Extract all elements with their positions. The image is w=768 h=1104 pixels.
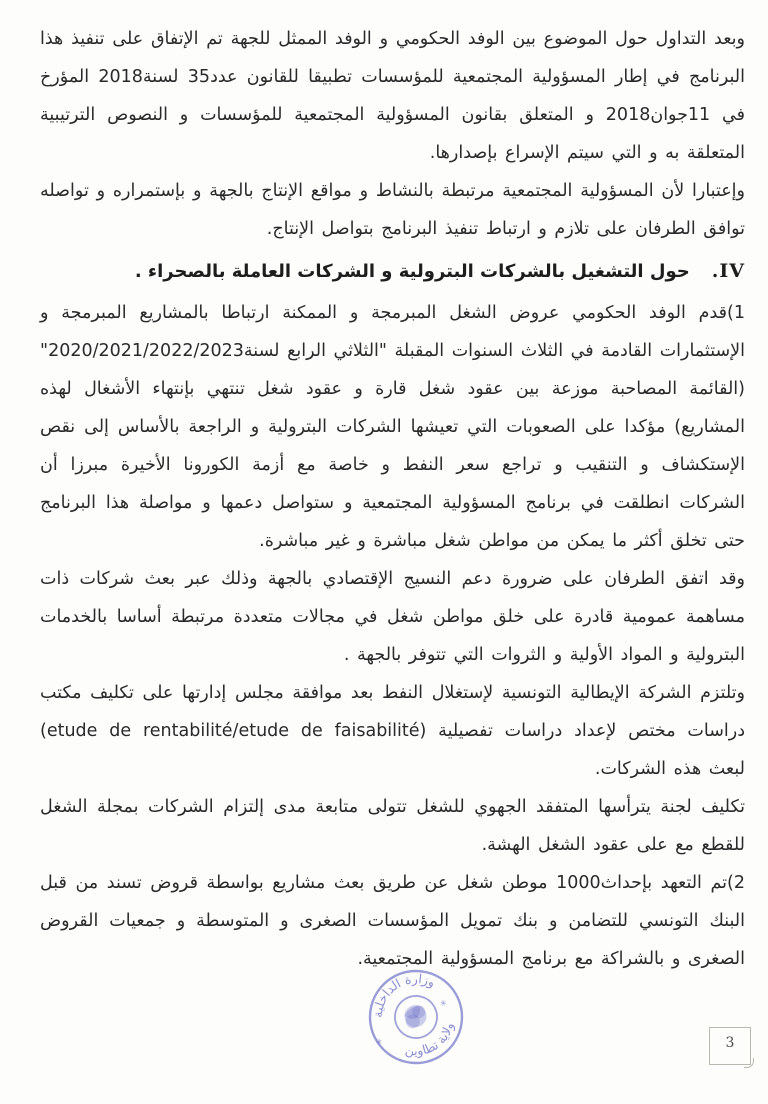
- paragraph: 1)قدم الوفد الحكومي عروض الشغل المبرمجة و الممكنة ارتباطا بالمشاريع المبرمجة و الإستثمارات القادمة في الثلاث السنوات المقبلة "الثلاثي الرابع لسنة2020/2021/2022/2023"(القائمة المصاحبة موزعة بين عقود شغل قارة و عقود شغل تنتهي بإنتهاء الأشغال لهذه المشاريع) مؤكدا على الصعوبات التي تعيشها الشركات البترولية و الراجعة بالأساس إلى نقص الإستكشاف و التنقيب و تراجع سعر النفط و خاصة مع أزمة الكورونا الأخيرة مبرزا أن الشركات انطلقت في برنامج المسؤولية المجتمعية و ستواصل دعمها و مواصلة هذا البرنامج حتى تخلق أكثر ما يمكن من مواطن شغل مباشرة و غير مباشرة.: [40, 303, 745, 551]
- svg-text:ولاية تطاوين: [398, 1015, 464, 1069]
- paragraph: وقد اتفق الطرفان على ضرورة دعم النسيج الإقتصادي بالجهة وذلك عبر بعث شركات ذات مساهمة عمومية قادرة على خلق مواطن شغل في مجالات متعددة مرتبطة أساسا بالخدمات البترولية و المواد الأولية و الثروات التي تتوفر بالجهة .: [40, 569, 745, 665]
- paragraph: وتلتزم الشركة الإيطالية التونسية لإستغلال النفط بعد موافقة مجلس إدارتها على تكليف مكتب دراسات مختص لإعداد دراسات تفصيلية (etude de rentabilité/etude de faisabilité) لبعث هذه الشركات.: [40, 683, 745, 779]
- stamp-emblem-icon: [400, 1001, 431, 1032]
- section-numeral: IV.: [711, 260, 745, 282]
- page-number-box: [709, 1027, 751, 1065]
- stamp-bottom-text: ولاية تطاوين: [404, 1020, 457, 1059]
- paragraph: 2)تم التعهد بإحداث1000 موطن شغل عن طريق بعث مشاريع بواسطة قروض تسند من قبل البنك التونسي للتضامن و بنك تمويل المؤسسات الصغرى و المتوسطة و جمعيات القروض الصغرى و بالشراكة مع برنامج المسؤولية المجتمعية.: [40, 873, 745, 969]
- stamp-star-icon: ✳: [438, 997, 449, 1009]
- paragraph: وإعتبارا لأن المسؤولية المجتمعية مرتبطة بالنشاط و مواقع الإنتاج بالجهة و بإستمراره و تواصله توافق الطرفان على تلازم و ارتباط تنفيذ البرنامج بتواصل الإنتاج.: [40, 181, 745, 239]
- page-number: 3: [725, 1035, 735, 1051]
- stamp-star-icon: ✳: [374, 1036, 385, 1048]
- paragraph: تكليف لجنة يترأسها المتفقد الجهوي للشغل تتولى متابعة مدى إلتزام الشركات بمجلة الشغل للقطع مع على عقود الشغل الهشة.: [40, 797, 745, 855]
- stamp-top-text: وزارة الداخلية: [369, 970, 438, 1019]
- section-heading: [40, 251, 745, 292]
- paragraph: وبعد التداول حول الموضوع بين الوفد الحكومي و الوفد الممثل للجهة تم الإتفاق على تنفيذ هذا البرنامج في إطار المسؤولية المجتمعية للمؤسسات تطبيقا للقانون عدد35 لسنة2018 المؤرخ في 11جوان2018 و المتعلق بقانون المسؤولية المجتمعية للمؤسسات و النصوص الترتيبية المتعلقة به و التي سيتم الإسراع بإصدارها.: [40, 29, 746, 163]
- section-title: حول التشغيل بالشركات البترولية و الشركات العاملة بالصحراء .: [134, 261, 690, 282]
